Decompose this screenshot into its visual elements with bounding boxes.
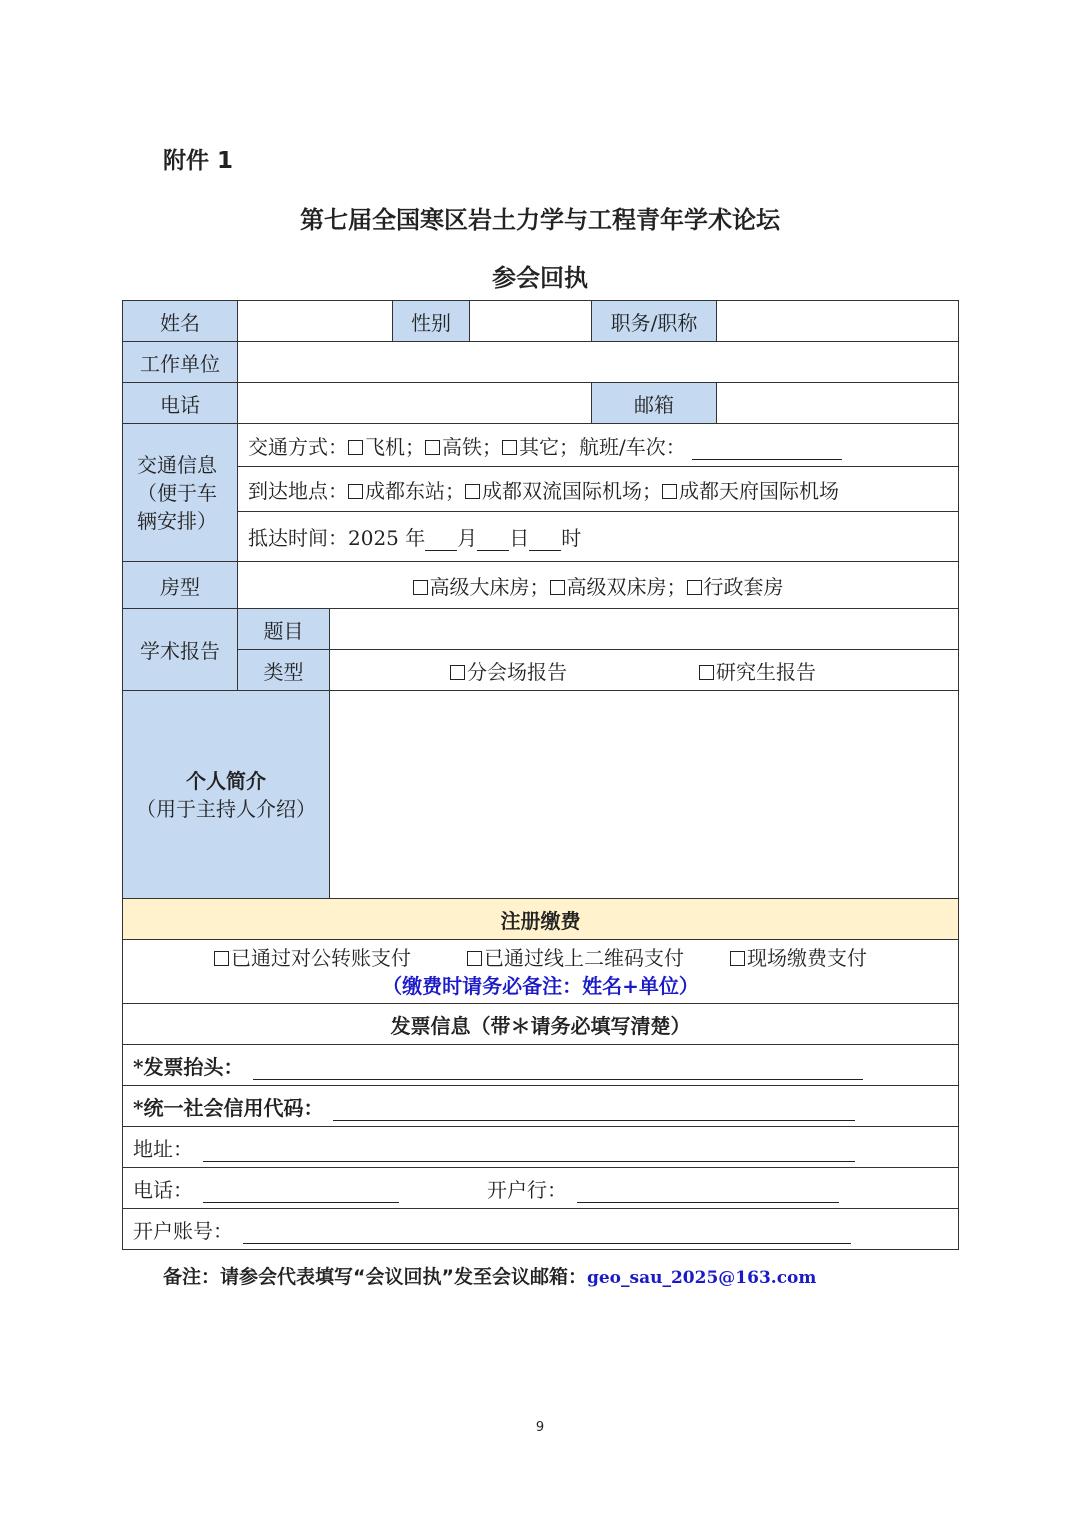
report-label: 学术报告 xyxy=(123,609,238,691)
checkbox-icon[interactable] xyxy=(687,580,702,595)
report-topic-label: 题目 xyxy=(238,609,330,650)
invoice-phone-blank[interactable] xyxy=(203,1184,399,1203)
checkbox-icon[interactable] xyxy=(465,484,480,499)
registration-form xyxy=(122,300,959,1250)
room-label: 房型 xyxy=(123,562,238,609)
hour-blank[interactable] xyxy=(529,532,561,551)
arrival-time-row xyxy=(238,512,959,562)
option-suite[interactable]: 行政套房 xyxy=(687,571,784,600)
checkbox-icon[interactable] xyxy=(730,951,745,966)
footer-note-text: 备注：请参会代表填写“会议回执”发至会议邮箱： xyxy=(163,1266,587,1288)
report-type-options xyxy=(330,650,959,691)
checkbox-icon[interactable] xyxy=(662,484,677,499)
document-title: 第七届全国寒区岩土力学与工程青年学术论坛 xyxy=(300,206,780,234)
arrival-place-row xyxy=(238,467,959,512)
flight-label: 航班/车次： xyxy=(579,434,686,459)
day-blank[interactable] xyxy=(477,532,509,551)
account-blank[interactable] xyxy=(243,1225,851,1244)
payment-note: （缴费时请务必备注：姓名+单位） xyxy=(382,973,699,998)
bio-field[interactable] xyxy=(330,691,959,899)
contact-email[interactable]: geo_sau_2025@163.com xyxy=(586,1268,817,1288)
invoice-title-blank[interactable] xyxy=(253,1061,863,1080)
email-field[interactable] xyxy=(717,383,959,424)
invoice-header-note: （带＊请务必填写清楚） xyxy=(470,1013,691,1038)
option-session-report[interactable]: 分会场报告 xyxy=(450,656,567,685)
report-topic-field[interactable] xyxy=(330,609,959,650)
arrival-time-label: 抵达时间：2025 年 xyxy=(248,526,426,550)
flight-blank[interactable] xyxy=(692,441,842,460)
gender-field[interactable] xyxy=(470,301,592,342)
checkbox-icon[interactable] xyxy=(699,665,714,680)
bio-label-cell xyxy=(123,691,330,899)
month-blank[interactable] xyxy=(425,532,457,551)
option-chengdu-east[interactable]: 成都东站； xyxy=(348,475,465,504)
checkbox-icon[interactable] xyxy=(450,665,465,680)
option-other[interactable]: 其它； xyxy=(502,431,579,460)
unit-label: 工作单位 xyxy=(123,342,238,383)
name-field[interactable] xyxy=(238,301,393,342)
option-twin-room[interactable]: 高级双床房； xyxy=(550,571,687,600)
arrival-place-label: 到达地点： xyxy=(248,478,348,503)
invoice-phone-row xyxy=(123,1168,959,1209)
checkbox-icon[interactable] xyxy=(413,580,428,595)
phone-field[interactable] xyxy=(238,383,592,424)
option-student-report[interactable]: 研究生报告 xyxy=(699,656,816,685)
page-number: 9 xyxy=(535,1420,545,1435)
checkbox-icon[interactable] xyxy=(214,951,229,966)
option-qr-payment[interactable]: 已通过线上二维码支付 xyxy=(467,944,684,972)
document-subtitle: 参会回执 xyxy=(492,264,588,292)
checkbox-icon[interactable] xyxy=(467,951,482,966)
checkbox-icon[interactable] xyxy=(348,484,363,499)
position-field[interactable] xyxy=(717,301,959,342)
traffic-mode-row xyxy=(238,424,959,467)
email-label: 邮箱 xyxy=(592,383,717,424)
invoice-header xyxy=(123,1004,959,1045)
day-label: 日 xyxy=(509,526,530,550)
attachment-label: 附件 1 xyxy=(163,148,234,174)
registration-header: 注册缴费 xyxy=(123,899,959,940)
checkbox-icon[interactable] xyxy=(550,580,565,595)
invoice-phone-label: 电话： xyxy=(133,1177,193,1202)
traffic-label-cell xyxy=(123,424,238,562)
checkbox-icon[interactable] xyxy=(502,440,517,455)
name-label: 姓名 xyxy=(123,301,238,342)
bio-label: 个人简介 xyxy=(186,768,266,793)
bio-note: （用于主持人介绍） xyxy=(136,796,316,821)
option-tianfu[interactable]: 成都天府国际机场 xyxy=(662,475,839,504)
option-king-room[interactable]: 高级大床房； xyxy=(413,571,550,600)
report-type-label: 类型 xyxy=(238,650,330,691)
address-row xyxy=(123,1127,959,1168)
payment-row xyxy=(123,940,959,1004)
credit-code-row xyxy=(123,1086,959,1127)
traffic-label: 交通信息 xyxy=(137,452,217,477)
credit-code-blank[interactable] xyxy=(333,1102,855,1121)
option-shuangliu[interactable]: 成都双流国际机场； xyxy=(465,475,662,504)
account-row xyxy=(123,1209,959,1250)
option-plane[interactable]: 飞机； xyxy=(348,431,425,460)
invoice-header-main: 发票信息 xyxy=(390,1013,471,1038)
address-blank[interactable] xyxy=(203,1143,855,1162)
invoice-title-label: *发票抬头： xyxy=(133,1054,244,1079)
traffic-mode-label: 交通方式： xyxy=(248,434,348,459)
option-bank-transfer[interactable]: 已通过对公转账支付 xyxy=(214,944,411,972)
invoice-title-row xyxy=(123,1045,959,1086)
address-label: 地址： xyxy=(133,1136,193,1161)
credit-code-label: *统一社会信用代码： xyxy=(133,1095,324,1120)
phone-label: 电话 xyxy=(123,383,238,424)
checkbox-icon[interactable] xyxy=(348,440,363,455)
footer-note xyxy=(163,1262,816,1289)
checkbox-icon[interactable] xyxy=(425,440,440,455)
position-label: 职务/职称 xyxy=(592,301,717,342)
option-train[interactable]: 高铁； xyxy=(425,431,502,460)
room-options-row xyxy=(238,562,959,609)
account-label: 开户账号： xyxy=(133,1218,233,1243)
option-onsite-payment[interactable]: 现场缴费支付 xyxy=(730,944,867,972)
month-label: 月 xyxy=(457,526,478,550)
bank-blank[interactable] xyxy=(577,1184,839,1203)
unit-field[interactable] xyxy=(238,342,959,383)
gender-label: 性别 xyxy=(393,301,470,342)
traffic-note: （便于车辆安排） xyxy=(137,480,217,533)
hour-label: 时 xyxy=(561,526,582,550)
bank-label: 开户行： xyxy=(487,1177,567,1202)
